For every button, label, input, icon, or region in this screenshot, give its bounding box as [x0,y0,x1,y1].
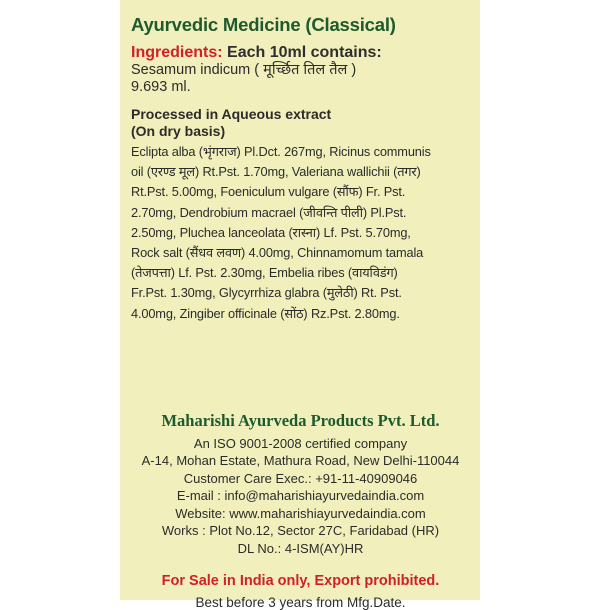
ingredients-heading-line [131,44,480,62]
sale-notice: For Sale in India only, Export prohibited. [161,573,440,590]
label-title: Ayurvedic Medicine (Classical) [131,14,396,35]
ingredients-subheading: Each 10ml contains: [227,44,382,61]
product-label [120,0,480,610]
composition-line: Fr.Pst. 1.30mg, Glycyrrhiza glabra (मुलेठी) Rt. Pst. [131,285,402,301]
company-address: A-14, Mohan Estate, Mathura Road, New Delhi-110044 [141,453,460,469]
composition-line: (तेजपत्ता) Lf. Pst. 2.30mg, Embelia ribes (वायविडंग) [131,265,398,281]
composition-line: 4.00mg, Zingiber officinale (सोंठ) Rz.Pst. 2.80mg. [131,305,400,321]
composition-list [131,142,461,324]
company-website: Website: www.maharishiayurvedaindia.com [175,505,426,521]
works-address: Works : Plot No.12, Sector 27C, Faridabad (HR) [161,523,440,539]
customer-care: Customer Care Exec.: +91-11-40909046 [183,470,418,486]
composition-line: oil (एरण्ड मूल) Rt.Pst. 1.70mg, Valeriana wallichii (तगर) [131,164,421,180]
base-ingredient: Sesamum indicum ( मूर्च्छित तिल तैल ) [131,62,357,78]
company-name: Maharishi Ayurveda Products Pvt. Ltd. [161,410,440,430]
base-amount: 9.693 ml. [131,79,191,95]
drug-license: DL No.: 4-ISM(AY)HR [237,540,364,556]
composition-line: Eclipta alba (भृंगराज) Pl.Dct. 267mg, Ricinus communis [131,144,431,159]
composition-line: 2.70mg, Dendrobium macrael (जीवन्ति पीली) Pl.Pst. [131,204,407,220]
company-email: E-mail : info@maharishiayurvedaindia.com [176,488,425,504]
dry-basis-note: (On dry basis) [131,123,226,139]
ingredients-heading: Ingredients: [131,44,223,61]
manufacturer-block [131,411,470,610]
iso-certification: An ISO 9001-2008 certified company [193,435,408,451]
composition-line: Rock salt (सैंधव लवण) 4.00mg, Chinnamomum tamala [131,245,424,261]
composition-line: Rt.Pst. 5.00mg, Foeniculum vulgare (सौंफ) Fr. Pst. [131,184,406,200]
best-before: Best before 3 years from Mfg.Date. [195,595,406,610]
composition-line: 2.50mg, Pluchea lanceolata (रास्ना) Lf. Pst. 5.70mg, [131,224,411,240]
processed-heading: Processed in Aqueous extract [131,106,332,122]
